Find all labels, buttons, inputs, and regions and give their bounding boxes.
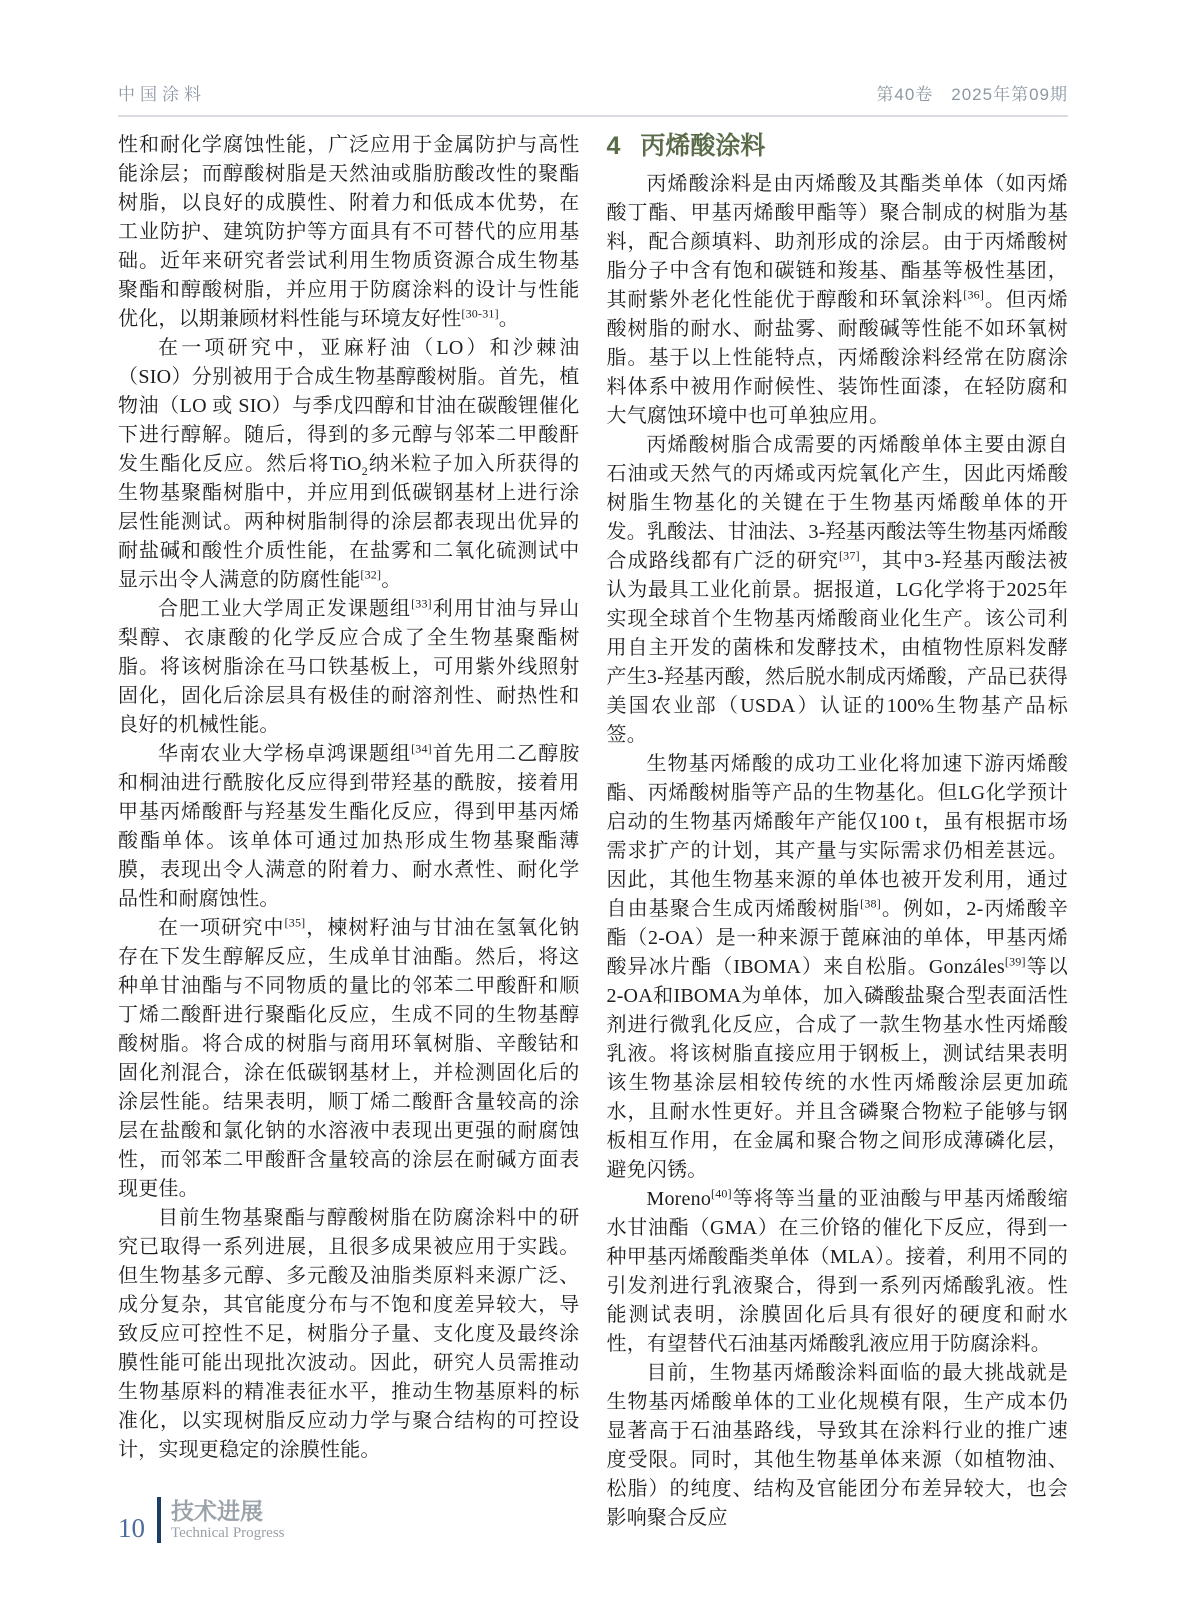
- text-run: Moreno: [646, 1188, 712, 1210]
- footer-section: [171, 1498, 285, 1543]
- section-title: 丙烯酸涂料: [640, 132, 766, 160]
- journal-name: 中国涂料: [118, 85, 206, 104]
- text-run: ，楝树籽油与甘油在氢氧化钠存在下发生醇解反应，生成单甘油酯。然后，将这种单甘油酯与不同物质的量比的邻苯二甲酸酐和顺丁烯二酸酐进行聚酯化反应，生成不同的生物基醇酸树脂。将合成的树脂与商用环氧树脂、辛酸钴和固化剂混合，涂在低碳钢基材上，并检测固化后的涂层性能。结果表明，顺丁烯二酸酐含量较高的涂层在盐酸和氯化钠的水溶液中表现出更强的耐腐蚀性，而邻苯二甲酸酐含量较高的涂层在耐碱方面表现更佳。: [118, 917, 580, 1200]
- right-column-paragraphs: [607, 170, 1069, 1533]
- footer-section-cn: 技术进展: [171, 1497, 263, 1524]
- citation-ref: [32]: [360, 567, 382, 582]
- text-run: 。: [498, 308, 519, 330]
- citation-ref: [34]: [411, 741, 432, 756]
- page-footer: [118, 1497, 285, 1543]
- footer-section-en: Technical Progress: [171, 1524, 285, 1541]
- page-number: 10: [118, 1513, 145, 1543]
- paragraph: [118, 334, 580, 595]
- footer-divider: [157, 1497, 161, 1543]
- paragraph: [118, 595, 580, 740]
- paragraph: [118, 1204, 580, 1465]
- text-run: 目前生物基聚酯与醇酸树脂在防腐涂料中的研究已取得一系列进展，且很多成果被应用于实践。但生物基多元醇、多元酸及油脂类原料来源广泛、成分复杂，其官能度分布与不饱和度差异较大，导致反应可控性不足，树脂分子量、支化度及最终涂膜性能可能出现批次波动。因此，研究人员需推动生物基原料的精准表征水平，推动生物基原料的标准化，以实现树脂反应动力学与聚合结构的可控设计，实现更稳定的涂膜性能。: [118, 1207, 580, 1461]
- text-run: 。但丙烯酸树脂的耐水、耐盐雾、耐酸碱等性能不如环氧树脂。基于以上性能特点，丙烯酸涂料经常在防腐涂料体系中被用作耐候性、装饰性面漆，在轻防腐和大气腐蚀环境中也可单独应用。: [606, 289, 1068, 427]
- section-number: 4: [606, 132, 621, 160]
- text-run: 首先用二乙醇胺和桐油进行酰胺化反应得到带羟基的酰胺，接着用甲基丙烯酸酐与羟基发生酯化反应，得到甲基丙烯酸酯单体。该单体可通过加热形成生物基聚酯薄膜，表现出令人满意的附着力、耐水煮性、耐化学品性和耐腐蚀性。: [118, 743, 580, 910]
- paragraph: [118, 740, 580, 914]
- paragraph: [607, 1359, 1069, 1533]
- text-run: 性和耐化学腐蚀性能，广泛应用于金属防护与高性能涂层；而醇酸树脂是天然油或脂肪酸改性的聚酯树脂，以良好的成膜性、附着力和低成本优势，在工业防护、建筑防护等方面具有不可替代的应用基础。近年来研究者尝试利用生物质资源合成生物基聚酯和醇酸树脂，并应用于防腐涂料的设计与性能优化，以期兼顾材料性能与环境友好性: [118, 134, 580, 330]
- left-column: [118, 131, 580, 1533]
- text-run: 等将等当量的亚油酸与甲基丙烯酸缩水甘油酯（GMA）在三价铬的催化下反应，得到一种甲基丙烯酸酯类单体（MLA）。接着，利用不同的引发剂进行乳液聚合，得到一系列丙烯酸乳液。性能测试表明，涂膜固化后具有很好的硬度和耐水性，有望替代石油基丙烯酸乳液应用于防腐涂料。: [606, 1188, 1068, 1355]
- paragraph: [607, 750, 1069, 1185]
- text-run: 利用甘油与异山梨醇、衣康酸的化学反应合成了全生物基聚酯树脂。将该树脂涂在马口铁基板上，可用紫外线照射固化，固化后涂层具有极佳的耐溶剂性、耐热性和良好的机械性能。: [118, 598, 580, 736]
- paragraph: [607, 1185, 1069, 1359]
- citation-ref: [35]: [284, 915, 306, 930]
- page-header: [118, 80, 1068, 117]
- text-run: 丙烯酸树脂合成需要的丙烯酸单体主要由源自石油或天然气的丙烯或丙烷氧化产生，因此丙烯酸树脂生物基化的关键在于生物基丙烯酸单体的开发。乳酸法、甘油法、3-羟基丙酸法等生物基丙烯酸合成路线都有广泛的研究: [606, 434, 1068, 572]
- text-run: 在一项研究中，亚麻籽油（LO）和沙棘油（SIO）分别被用于合成生物基醇酸树脂。首先，植物油（LO 或 SIO）与季戊四醇和甘油在碳酸锂催化下进行醇解。随后，得到的多元醇与邻苯二甲酸酐发生酯化反应。然后将TiO: [118, 337, 580, 475]
- paragraph: [118, 131, 580, 334]
- paragraph: [607, 431, 1069, 750]
- text-run: 生物基丙烯酸的成功工业化将加速下游丙烯酸酯、丙烯酸树脂等产品的生物基化。但LG化学预计启动的生物基丙烯酸年产能仅100 t，虽有根据市场需求扩产的计划，其产量与实际需求仍相差甚远。因此，其他生物基来源的单体也被开发利用，通过自由基聚合生成丙烯酸树脂: [606, 753, 1068, 920]
- text-run: 在一项研究中: [158, 917, 285, 939]
- citation-ref: [38]: [860, 896, 881, 911]
- text-run: 等以2-OA和IBOMA为单体，加入磷酸盐聚合型表面活性剂进行微乳化反应，合成了一款生物基水性丙烯酸乳液。将该树脂直接应用于钢板上，测试结果表明该生物基涂层相较传统的水性丙烯酸涂层更加疏水，且耐水性更好。并且含磷聚合物粒子能够与钢板相互作用，在金属和聚合物之间形成薄磷化层，避免闪锈。: [606, 956, 1068, 1181]
- paragraph: [118, 914, 580, 1204]
- citation-ref: [40]: [711, 1186, 732, 1201]
- text-run: 丙烯酸涂料是由丙烯酸及其酯类单体（如丙烯酸丁酯、甲基丙烯酸甲酯等）聚合制成的树脂为基料，配合颜填料、助剂形成的涂层。由于丙烯酸树脂分子中含有饱和碳链和羧基、酯基等极性基团，其耐紫外老化性能优于醇酸和环氧涂料: [606, 173, 1068, 311]
- citation-ref: [37]: [838, 548, 860, 563]
- issue-info: 第40卷 2025年第09期: [876, 85, 1068, 104]
- citation-ref: [36]: [963, 287, 985, 302]
- citation-ref: [39]: [1004, 954, 1026, 969]
- text-run: 目前，生物基丙烯酸涂料面临的最大挑战就是生物基丙烯酸单体的工业化规模有限，生产成本仍显著高于石油基路线，导致其在涂料行业的推广速度受限。同时，其他生物基单体来源（如植物油、松脂）的纯度、结构及官能团分布差异较大，也会影响聚合反应: [606, 1362, 1068, 1529]
- citation-ref: [30-31]: [461, 306, 499, 321]
- text-run: 合肥工业大学周正发课题组: [158, 598, 412, 620]
- article-body: [118, 131, 1068, 1533]
- right-column: [607, 131, 1069, 1533]
- subscript: 2: [361, 464, 368, 478]
- text-run: 。例如，2-丙烯酸辛酯（2-OA）是一种来源于蓖麻油的单体，甲基丙烯酸异冰片酯（IBOMA）来自松脂。Gonzáles: [606, 898, 1068, 978]
- section-heading: [607, 131, 1069, 161]
- text-run: 华南农业大学杨卓鸿课题组: [158, 743, 412, 765]
- text-run: 纳米粒子加入所获得的生物基聚酯树脂中，并应用到低碳钢基材上进行涂层性能测试。两种树脂制得的涂层都表现出优异的耐盐碱和酸性介质性能，在盐雾和二氧化硫测试中显示出令人满意的防腐性能: [118, 453, 580, 591]
- citation-ref: [33]: [411, 596, 432, 611]
- paragraph: [607, 170, 1069, 431]
- text-run: 。: [381, 569, 402, 591]
- text-run: ，其中3-羟基丙酸法被认为最具工业化前景。据报道，LG化学将于2025年实现全球首个生物基丙烯酸商业化生产。该公司利用自主开发的菌株和发酵技术，由植物性原料发酵产生3-羟基丙酸，然后脱水制成丙烯酸，产品已获得美国农业部（USDA）认证的100%生物基产品标签。: [606, 550, 1068, 746]
